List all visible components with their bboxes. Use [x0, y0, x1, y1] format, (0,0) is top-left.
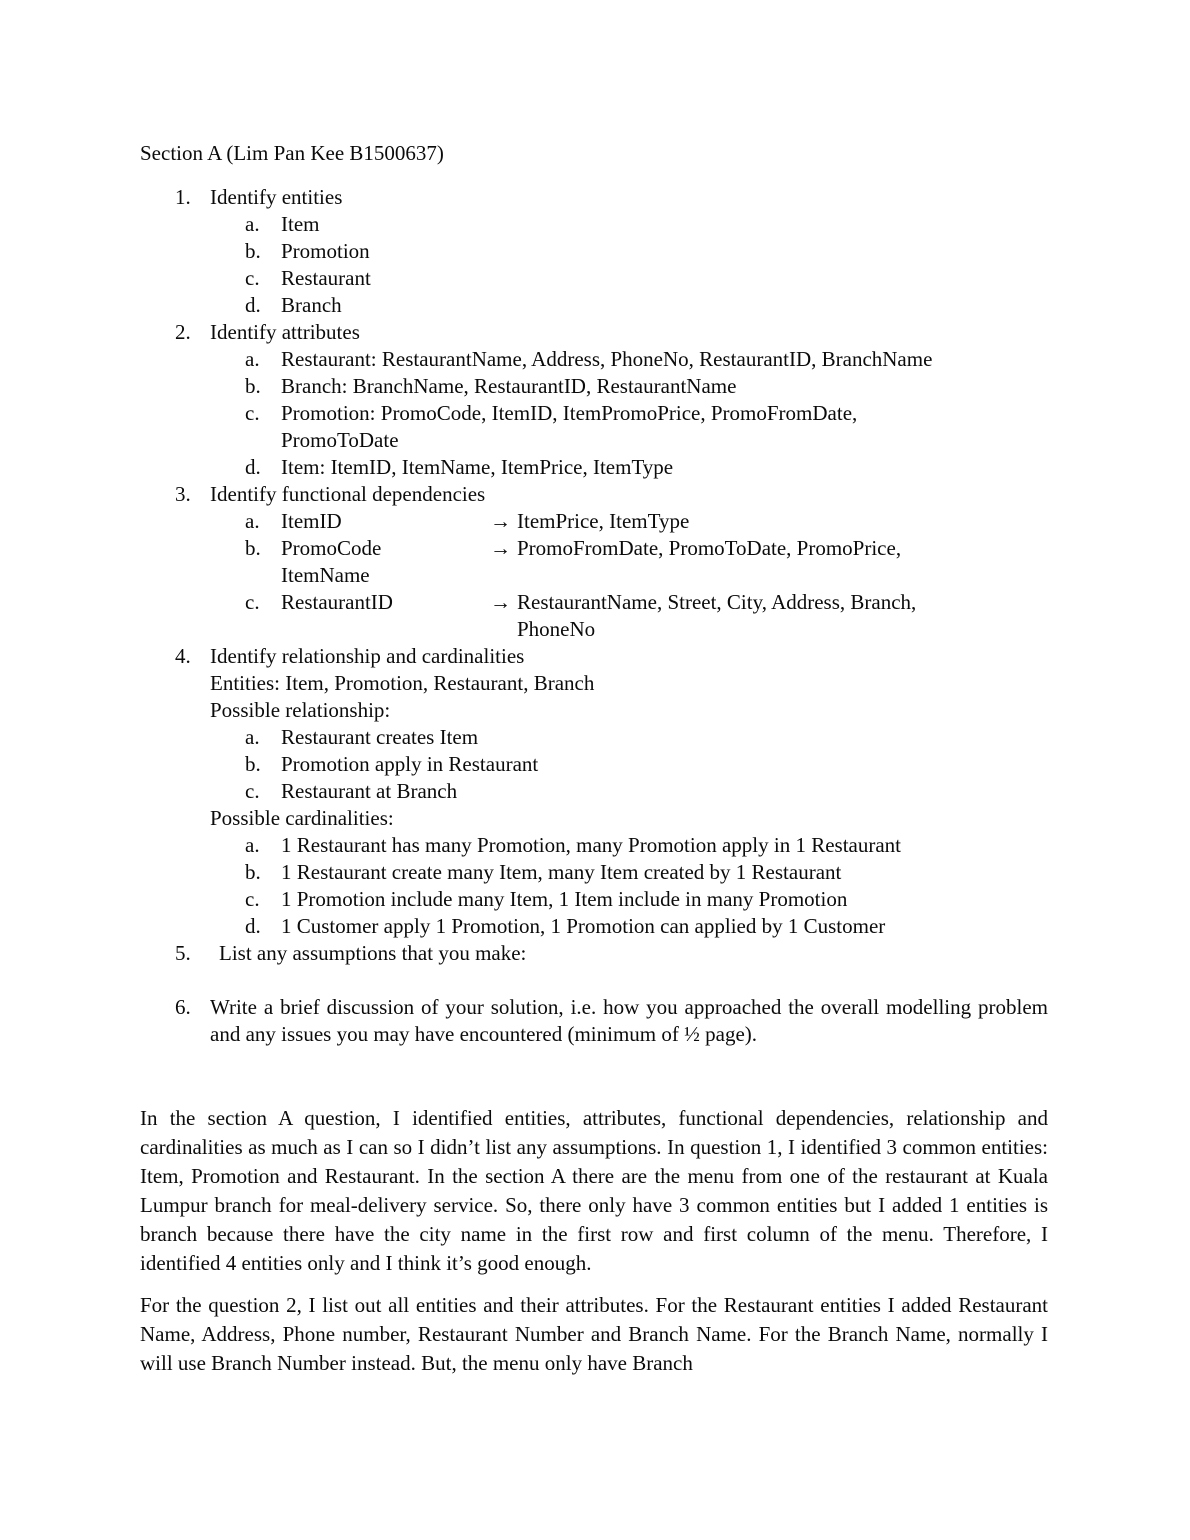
fd-determinant: RestaurantID [281, 590, 393, 614]
list-letter: a. [245, 509, 260, 533]
list-item-text: Restaurant: RestaurantName, Address, PhoneNo, RestaurantID, BranchName [281, 347, 933, 371]
list-item-1d [140, 292, 1048, 319]
arrow-right-icon: → [490, 509, 511, 533]
list-item-text: Promotion apply in Restaurant [281, 752, 539, 776]
list-letter: c. [245, 779, 260, 803]
list-letter: b. [245, 536, 261, 560]
arrow-right-icon: → [490, 536, 511, 560]
list-item-text: 1 Promotion include many Item, 1 Item include in many Promotion [281, 887, 848, 911]
fd-determinant: PromoCode [281, 536, 382, 560]
list-letter: a. [245, 212, 260, 236]
list-item-text: Promotion [281, 239, 370, 263]
list-item-text: Branch [281, 293, 342, 317]
list-item-text: Item [281, 212, 320, 236]
list-item-2d [140, 454, 1048, 481]
list-item-1 [140, 184, 1048, 211]
list-item-text-line1: Promotion: PromoCode, ItemID, ItemPromoPrice, PromoFromDate, [281, 401, 858, 425]
list-letter: a. [245, 725, 260, 749]
list-item-text: Restaurant at Branch [281, 779, 458, 803]
list-item-text: 1 Customer apply 1 Promotion, 1 Promotion can applied by 1 Customer [281, 914, 886, 938]
list-letter: b. [245, 860, 261, 884]
list-number-empty [175, 805, 210, 832]
fd-line [281, 508, 1048, 535]
cardinality-item-d [140, 913, 1048, 940]
cardinality-header [140, 805, 1048, 832]
list-letter: c. [245, 887, 260, 911]
list-item-text: Identify functional dependencies [210, 482, 486, 506]
list-item-text: 1 Restaurant has many Promotion, many Promotion apply in 1 Restaurant [281, 833, 902, 857]
discussion-paragraph-2: For the question 2, I list out all entities and their attributes. For the Restaurant entities I added Restaurant Name, Address, Phone number, Restaurant Number and Branch Name. For the Branch Name, normally I will use Branch Number instead. But, the menu only have Branch [140, 1293, 1048, 1375]
relationship-item-a [140, 724, 1048, 751]
list-letter: d. [245, 293, 261, 317]
cardinality-item-b [140, 859, 1048, 886]
fd-line [281, 535, 1048, 562]
list-item-text: Identify attributes [210, 320, 360, 344]
list-item-text: List any assumptions that you make: [219, 941, 527, 965]
list-letter: d. [245, 914, 261, 938]
fd-dependents: PromoFromDate, PromoToDate, PromoPrice, [517, 536, 902, 560]
relationship-item-c [140, 778, 1048, 805]
relationship-header [140, 697, 1048, 724]
list-letter: b. [245, 752, 261, 776]
list-item-text: Restaurant creates Item [281, 725, 479, 749]
list-item-2c [140, 400, 1048, 454]
list-letter: b. [245, 374, 261, 398]
cardinality-item-a [140, 832, 1048, 859]
arrow-right-icon: → [490, 590, 511, 614]
list-item-text: Write a brief discussion of your solution, i.e. how you approached the overall modelling problem and any issues you may have encountered (minimum of ½ page). [210, 995, 1048, 1046]
list-letter: d. [245, 455, 261, 479]
list-item-2 [140, 319, 1048, 346]
list-number: 1. [175, 185, 191, 209]
list-item-text: Restaurant [281, 266, 371, 290]
document-title: Section A (Lim Pan Kee B1500637) [140, 141, 444, 165]
list-number: 3. [175, 482, 191, 506]
fd-dependents: ItemPrice, ItemType [517, 509, 690, 533]
entities-text: Entities: Item, Promotion, Restaurant, Branch [210, 671, 595, 695]
list-item-text: Identify entities [210, 185, 343, 209]
list-number: 6. [175, 995, 191, 1019]
list-letter: b. [245, 239, 261, 263]
list-number: 4. [175, 644, 191, 668]
list-item-1b [140, 238, 1048, 265]
cardinality-header-text: Possible cardinalities: [210, 806, 394, 830]
list-letter: a. [245, 347, 260, 371]
list-number-empty [175, 697, 210, 724]
list-item-text: 1 Restaurant create many Item, many Item created by 1 Restaurant [281, 860, 842, 884]
list-item-4 [140, 643, 1048, 670]
list-item-text: Item: ItemID, ItemName, ItemPrice, ItemType [281, 455, 674, 479]
list-letter: c. [245, 401, 260, 425]
list-item-2a [140, 346, 1048, 373]
list-letter: c. [245, 590, 260, 614]
entities-line [140, 670, 1048, 697]
discussion-paragraph-1: In the section A question, I identified entities, attributes, functional dependencies, relationship and cardinalities as much as I can so I didn’t list any assumptions. In question 1, I identified 3 common entities: Item, Promotion and Restaurant. In the section A there are the menu from one of the restaurant at Kuala Lumpur branch for meal-delivery service. So, there only have 3 common entities but I added 1 entities is branch because there have the city name in the first row and first column of the menu. Therefore, I identified 4 entities only and I think it’s good enough. [140, 1106, 1048, 1275]
relationship-item-b [140, 751, 1048, 778]
fd-text [281, 508, 1048, 535]
list-item-3 [140, 481, 1048, 508]
fd-text [281, 589, 1048, 643]
list-item-text: Identify relationship and cardinalities [210, 644, 525, 668]
fd-continuation: PhoneNo [517, 617, 596, 641]
fd-item-c [140, 589, 1048, 643]
list-letter: c. [245, 266, 260, 290]
list-number-empty [175, 670, 210, 697]
list-item-1a [140, 211, 1048, 238]
list-letter: a. [245, 833, 260, 857]
list-number: 2. [175, 320, 191, 344]
fd-item-a [140, 508, 1048, 535]
list-item-text: Branch: BranchName, RestaurantID, RestaurantName [281, 374, 737, 398]
fd-determinant: ItemID [281, 509, 342, 533]
fd-text [281, 535, 1048, 589]
list-item-text-line2: PromoToDate [281, 428, 399, 452]
fd-item-b [140, 535, 1048, 589]
cardinality-item-c [140, 886, 1048, 913]
fd-dependents: RestaurantName, Street, City, Address, Branch, [517, 590, 917, 614]
relationship-header-text: Possible relationship: [210, 698, 391, 722]
list-number: 5. [175, 941, 191, 965]
fd-continuation: ItemName [281, 563, 370, 587]
list-item-1c [140, 265, 1048, 292]
list-item-5 [140, 940, 1048, 967]
list-item-2b [140, 373, 1048, 400]
list-item-6 [140, 994, 1048, 1048]
list-item-text [281, 400, 1048, 454]
fd-line [281, 589, 1048, 616]
